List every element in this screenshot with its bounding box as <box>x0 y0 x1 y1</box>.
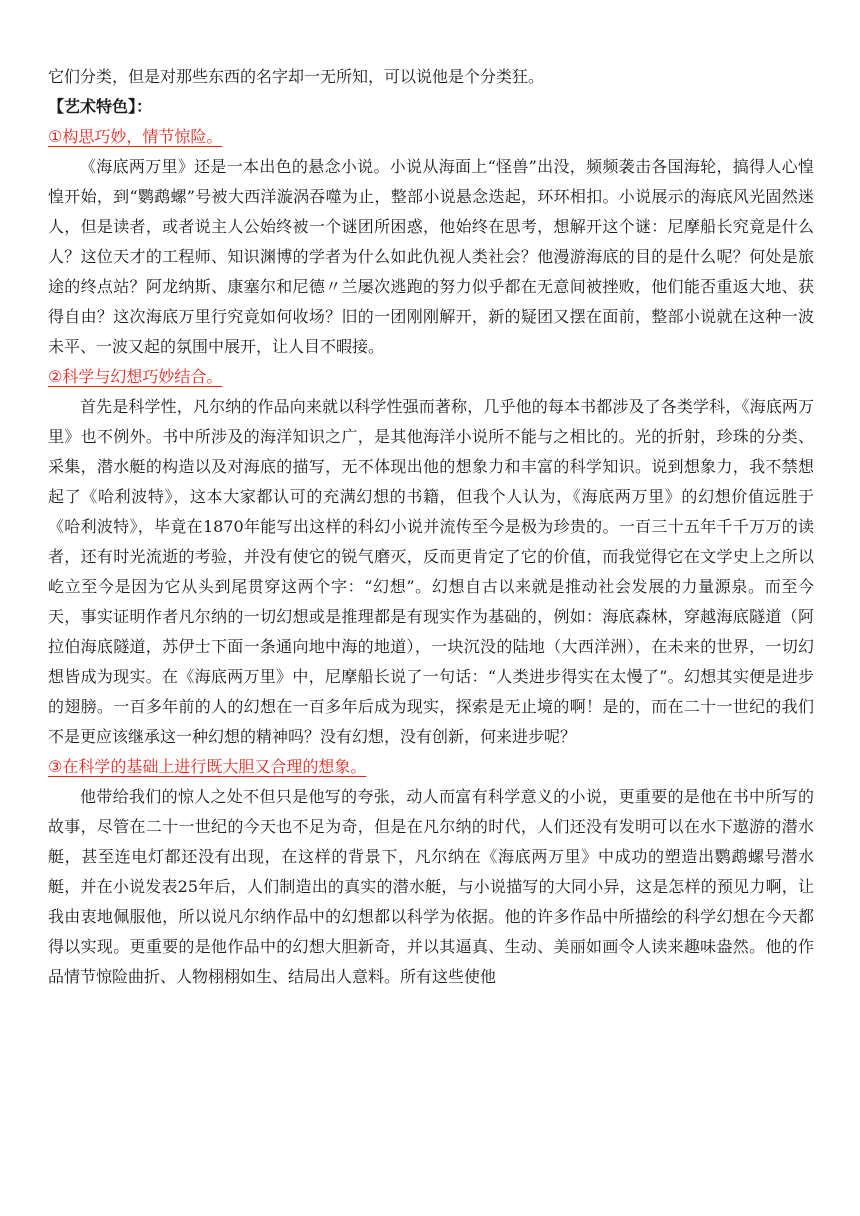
point2-title: ②科学与幻想巧妙结合。 <box>48 367 223 386</box>
section-heading: 【艺术特色】： <box>48 97 153 116</box>
intro-tail-paragraph: 它们分类，但是对那些东西的名字却一无所知，可以说他是个分类狂。 <box>48 67 545 86</box>
point2-title-line <box>48 362 814 392</box>
point1-body: 《海底两万里》还是一本出色的悬念小说。小说从海面上“怪兽”出没，频频袭击各国海轮，搞得人心惶惶开始，到“鹦鹉螺”号被大西洋漩涡吞噬为止，整部小说悬念迭起，环环相扣。小说展示的海底风光固然迷人，但是读者，或者说主人公始终被一个谜团所困惑，他始终在思考，想解开这个谜：尼摩船长究竟是什么人？这位天才的工程师、知识渊博的学者为什么如此仇视人类社会？他漫游海底的目的是什么呢？何处是旅途的终点站？阿龙纳斯、康塞尔和尼德〃兰屡次逃跑的努力似乎都在无意间被挫败，他们能否重返大地、获得自由？这次海底万里行究竟如何收场？旧的一团刚刚解开，新的疑团又摆在面前，整部小说就在这种一波未平、一波又起的氛围中展开，让人目不暇接。 <box>48 157 814 356</box>
document-page <box>48 62 814 992</box>
point3-title: ③在科学的基础上进行既大胆又合理的想象。 <box>48 757 367 776</box>
point3-title-line <box>48 752 814 782</box>
point1-title: ①构思巧妙，情节惊险。 <box>48 127 223 146</box>
point2-body: 首先是科学性，凡尔纳的作品向来就以科学性强而著称，几乎他的每本书都涉及了各类学科，《海底两万里》也不例外。书中所涉及的海洋知识之广，是其他海洋小说所不能与之相比的。光的折射，珍珠的分类、采集，潜水艇的构造以及对海底的描写，无不体现出他的想象力和丰富的科学知识。说到想象力，我不禁想起了《哈利波特》，这本大家都认可的充满幻想的书籍，但我个人认为，《海底两万里》的幻想价值远胜于《哈利波特》，毕竟在1870年能写出这样的科幻小说并流传至今是极为珍贵的。一百三十五年千千万万的读者，还有时光流逝的考验，并没有使它的锐气磨灭，反而更肯定了它的价值，而我觉得它在文学史上之所以屹立至今是因为它从头到尾贯穿这两个字：“幻想”。幻想自古以来就是推动社会发展的力量源泉。而至今天，事实证明作者凡尔纳的一切幻想或是推理都是有现实作为基础的，例如：海底森林，穿越海底隧道（阿拉伯海底隧道，苏伊士下面一条通向地中海的地道），一块沉没的陆地（大西洋洲），在未来的世界，一切幻想皆成为现实。在《海底两万里》中，尼摩船长说了一句话：“人类进步得实在太慢了”。幻想其实便是进步的翅膀。一百多年前的人的幻想在一百多年后成为现实，探索是无止境的啊！是的，而在二十一世纪的我们不是更应该继承这一种幻想的精神吗？没有幻想，没有创新，何来进步呢？ <box>48 397 814 746</box>
point3-body: 他带给我们的惊人之处不但只是他写的夸张，动人而富有科学意义的小说，更重要的是他在书中所写的故事，尽管在二十一世纪的今天也不足为奇，但是在凡尔纳的时代，人们还没有发明可以在水下遨游的潜水艇，甚至连电灯都还没有出现，在这样的背景下，凡尔纳在《海底两万里》中成功的塑造出鹦鹉螺号潜水艇，并在小说发表25年后，人们制造出的真实的潜水艇，与小说描写的大同小异，这是怎样的预见力啊，让我由衷地佩服他，所以说凡尔纳作品中的幻想都以科学为依据。他的许多作品中所描绘的科学幻想在今天都得以实现。更重要的是他作品中的幻想大胆新奇，并以其逼真、生动、美丽如画令人读来趣味盎然。他的作品情节惊险曲折、人物栩栩如生、结局出人意料。所有这些使他 <box>48 787 814 986</box>
point1-title-line <box>48 122 814 152</box>
